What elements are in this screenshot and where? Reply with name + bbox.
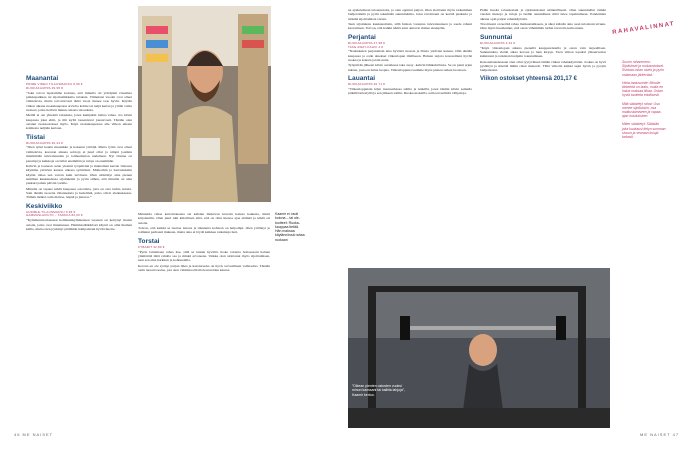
body-paragraph: ”Viikonloppuisin käyn treenaamassa salilla ja lenkillä, joten tänään kävin aamulla pitkällä kävelyllä ja sen jälkeen salilla. Ruokaostoksilla ostin terveellisiä välipaloja. (348, 86, 472, 96)
left-column (26, 72, 132, 424)
day-heading-tuesday: Tiistai (26, 133, 45, 141)
body-paragraph: ”Joku toivoi lapsiamme koiruus, että minulla oli yrittäjänä viraalista paikkapaikkaa tai sijoitusliikkaita tuloksia. Viimeistet vuodet ovat olleet vaihtelevia, mutta toivottavasti tämä vuosi menee taas hyvin. Käytän viikon aikana ruokakaupassa arviolta kolme tai neljä kertaa ja yritän valita tuotteet, jotka tietävät minun omasta taloudesta. (26, 90, 132, 112)
expense-line: RUOKAKAUPPA 3,64 € (480, 40, 516, 45)
section-label: RAHAVALINNAT (612, 21, 676, 36)
body-paragraph: ”Olen työni kautta muusikko ja kokenut yrittäjä. Mutta työni ovat olleet vaihtelevia, koronan aikana soittoja ei juuri ollut ja niinpä jouduin miettimään tulevaisuuden ja toimeentulon uudelleen. Nyt tilanne on parempi ja keikkoja on tullut enemmän ja tuloja on enemmän. (26, 145, 132, 163)
expense-line: AUDIBLE-TILAUSMAKSU 9,95 € (26, 209, 76, 214)
expense-line: TAKE AWAY-KAHVI 4 € (348, 44, 384, 49)
sidebar (622, 60, 666, 143)
store-scene-graphic (138, 6, 271, 202)
body-paragraph: ”Kymmenvuotiaaseen kolmisenkymmeneen vuoteen on kertynyt monia asioita, jotka ovat muuttuneet. Hammaslääkärissä käynti on ollut hieman kallis, mutta olen pyrkinyt pitämään hampaistani hyvää huolta. (26, 218, 132, 231)
expense-line: RUOKAKAUPPA 26,71 € (348, 82, 386, 87)
right-column-1 (348, 8, 472, 266)
gym-photo (348, 268, 610, 428)
body-paragraph: ”Pyrin laittamaan rahaa itse, sillä se tuntuu hyvältä. Koko taloutta hoitaessani haluan ymmärtää mitä rahalla saa ja minkä arvoisena. Vaikka olen aloittanut myös sijoittamisen, teen sen aina harkiten ja kohtuudella. (138, 249, 270, 263)
body-paragraph: Kokonaisuudessaan olen ollut tyytyväinen tämän viikon rahankäyttööni. Joskus on hyvä pysähtyä ja miettiä mihin rahat menevät. Tällä viikolla kaikki sujui hyvin ja pysyin budjetissani. (480, 59, 606, 73)
day-heading-monday: Maanantai (26, 75, 59, 82)
expense-line: PRIME VIDEO TILAUSMAKSU 8,99 € (26, 82, 83, 86)
body-paragraph: na ajattelemaan talousasioita, ja olen oppinut paljon. Olen aloittanut myös tarkemman budjetoinnin ja pyrin tekemään suunnitelmia. Joku tavoitteeni on kerätä puskuria ja säästää sijoittamista varten. (348, 8, 472, 21)
body-paragraph: Kotona en ole syönyt paljon lihaa ja kasvisruoka on hyvä, terveellinen vaihtoehto. Tänään ostin tuoretta kalaa, jota aion valmistaa illalla kavereiden kanssa. (138, 263, 270, 272)
body-paragraph: Meillä ei ole yhteisiä talouksia, joten kumpikin laittaa rahaa. Jos kävin kaupassa joku ehtii, ja tilit kyllä tasaantuvat joustavasti. Tänään olen ostanut ruokaostokset myös. Käyn ruokakaupoissa alle viikon aikana kolmesta neljään kertaan. (26, 113, 132, 131)
folio-right: ME NAISET 47 (640, 432, 680, 437)
sidebar-item: Hinta-laatusuhde: Minulle tärkeintä on laatu, mutta en halua maksaa liikaa. Ostan hyviä tuotteita edullisesti. (622, 80, 664, 98)
expense-line: RUOKAKAUPPA 47,98 € (348, 40, 386, 45)
body-paragraph: Toivon, että kaikki se tuottaa tulosta ja tilannetta kohtaan on helpompi. Olen yrittänyt ja toiminut parhaani mukaan, mutta aina ei löydä kaikkea ratkaisuja heti. (138, 226, 270, 235)
body-paragraph: ”Käyn viikonlopun aikana pienellä kauppareissulla ja ostan vain tarpeellisen. Sunnuntaina vietän aikaa kotona ja luen kirjoja. Teen viikon lopuksi yhteenvedon kuluistani ja tarkistan budjetin toteutumisen. (480, 45, 606, 59)
body-paragraph: Tavoitteeni on kerätä rahaa matkustamiseen, ja siksi säästän aina osan tuloistani sivuun. Olen myös huomannut, että ostan vähemmän turhia tavaroita kuin ennen. (480, 22, 606, 31)
right-column-2 (480, 8, 606, 266)
sidebar-item: Miten säästetyt: Säästän joka kuukausi tietyn summan sivuun ja seuraan kuluja tarkasti. (622, 122, 666, 140)
photo-caption: Kaamir ei osoit kotona – tai ole- tuotteet: Ruoka- kauppaa tietää. Hän maksaa käytännössä rahaa ruokaan (275, 212, 305, 242)
middle-column (138, 212, 270, 424)
gym-scene-graphic (348, 268, 610, 428)
portrait-photo (138, 6, 271, 202)
expense-line: HAMMASHUOLTO – TARKKA 82,00 € (26, 213, 83, 218)
body-paragraph: Minulla on tapana tehdä kaupassa ostoslista, jotta en osta turhia asioita. Sain tänään tuoreita vihanneksia ja hedelmiä, jotka olivat alennuksessa. Tämän lisäksi ostin maitoa, leipää ja juustoa.” (26, 186, 132, 200)
weekly-total: Viikon ostokset yhteensä 201,17 € (480, 75, 577, 82)
gym-photo-caption: ”Oikean pienten ostosten vuoksi minun kanssani tai kalliita lahjoja”, Kaamir kertoo. (352, 384, 405, 397)
day-heading-wednesday: Keskiviikko (26, 202, 63, 210)
body-paragraph: Pidän huolta taloudestani ja sijoituksistani säännöllisesti. Olen suunnitellut tämän vuoden menoja ja tuloja ja tiedän suunnilleen mitä tulee tapahtumaan. Pandemian aikana opin paljon rahankäytöstä. (480, 8, 606, 21)
day-heading-thursday: Torstai (138, 237, 160, 245)
body-paragraph: Kahvin ja lounaan ostan yleensä työpäivinä ja muutaman kerran viikossa käymme ystävien kanssa ulkona syömässä. Matkoihin ja harrastuksiin käytän rahaa sen verran kuin tarvitsen. Olen säästänyt aina pienen summan kuukaudessa sijoituksiin ja pyrin siihen, että minulla on aina puskuri pahan päivän varalle. (26, 163, 132, 186)
expense-line: KYBARIT 32,80 € (138, 244, 165, 249)
expense-line: RUOKAKAUPPA 29,95 € (26, 85, 64, 90)
day-heading-sunday: Sunnuntai (480, 33, 513, 41)
expense-line: RUOKAKAUPPA 30,24 € (26, 140, 64, 145)
folio-left: 46 ME NAISET (14, 432, 54, 437)
body-paragraph: Työpäivän jälkeen kävin ostamassa take away -kahvin lähikahvilasta. Se on pieni arjen luksus, josta en halua luopua. Viikonloppuna teemme myös pienen retken luontoon. (348, 63, 472, 72)
sidebar-item: Mitä säästetyt rahat: Osa menee sijoituksiin, osa matkustamiseen ja vapaa-ajan kulutukseen. (622, 101, 662, 119)
body-paragraph: ”Nautiskelen perjantaisin aina hyvästä ruoasta ja illasta ystävien kanssa. Olin tänään kaupassa ja ostin ainekset viikonlopun illalliseen. Haluan tarjota kavereilleni hyvää ruokaa ja kokata jotain uutta. (348, 49, 472, 62)
day-heading-friday: Perjantai (348, 33, 376, 41)
body-paragraph: Teen sijoituksia kuukausittain, sillä haluan varautua tulevaisuuteen ja saada rahani kasvamaan. Toivon, että kaikki nämä asiat auttavat minua eteenpäin. (348, 22, 472, 31)
body-paragraph: Minuuttia rahaa kartoittaneena sai kahden mukavan kaverin kanssa kaikesta, mistä kirjoitettiin. Olen juuri niin kiitollinen siitä, että on ollut hienoa ajaa elämää ja tehdä eri asioita. (138, 212, 270, 225)
sidebar-item: Suurin rahanmeno: Sijoitukset ja ruokaostokset. Ruokaa ostan usein ja pyrin ostamaan järkevästi. (622, 60, 665, 77)
day-heading-saturday: Lauantai (348, 75, 376, 83)
